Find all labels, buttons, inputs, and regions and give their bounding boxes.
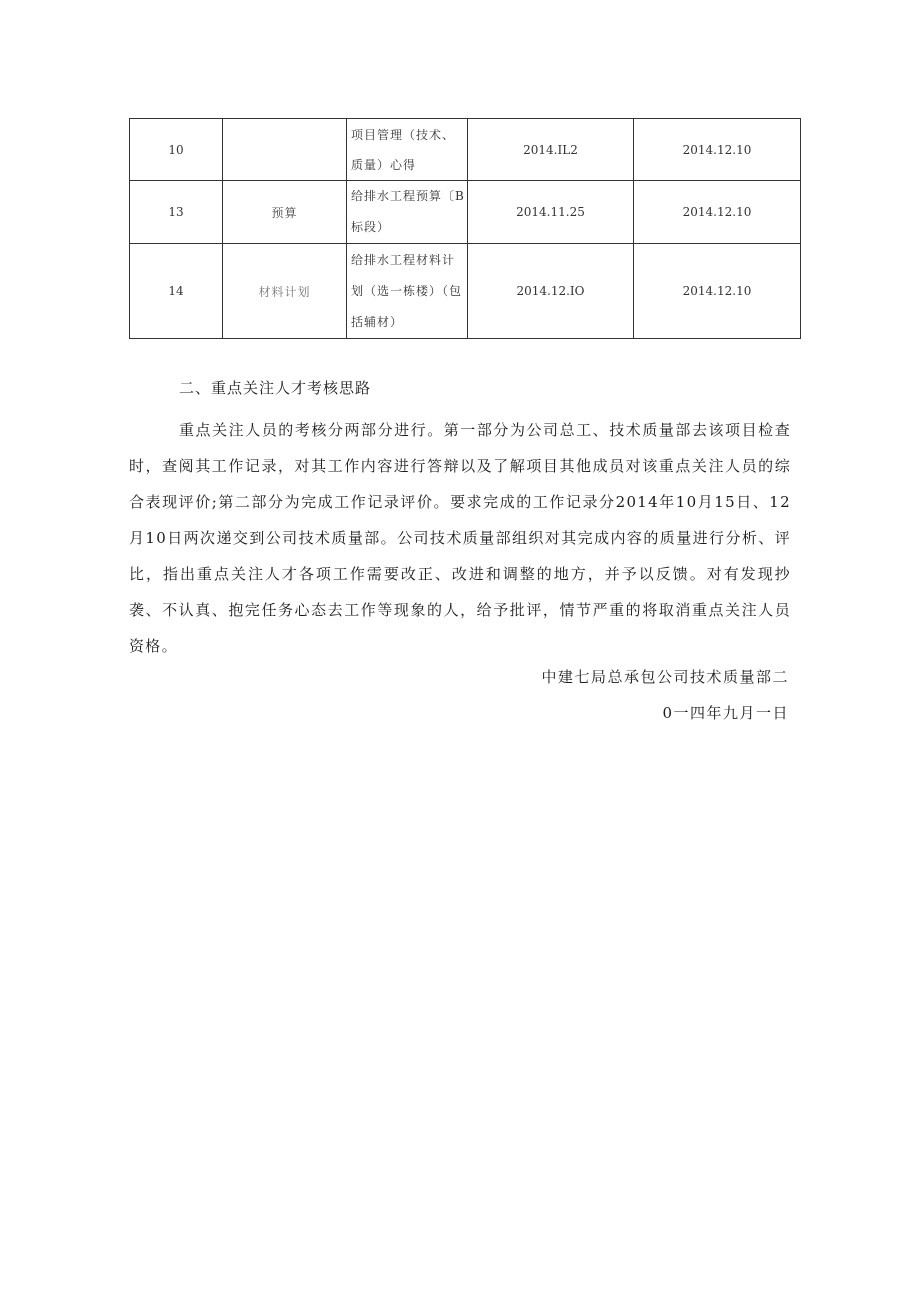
table-row [130, 181, 801, 244]
row-submit-date: 2014.11.25 [468, 181, 634, 244]
schedule-table [129, 118, 801, 339]
row-task-name: 给排水工程材料计划（选一栋楼）（包括辅材） [347, 244, 468, 339]
row-review-date: 2014.12.10 [634, 244, 801, 339]
row-submit-date: 2014.12.IO [468, 244, 634, 339]
section-heading: 二、重点关注人才考核思路 [179, 379, 372, 397]
row-category [223, 119, 347, 181]
signature-organization: 中建七局总承包公司技术质量部二 [541, 668, 789, 686]
row-task-name: 给排水工程预算〔B标段） [347, 181, 468, 244]
section-paragraph: 重点关注人员的考核分两部分进行。第一部分为公司总工、技术质量部去该项目检查时，查阅其工作记录，对其工作内容进行答辩以及了解项目其他成员对该重点关注人员的综合表现评价;第二部分为完成工作记录评价。要求完成的工作记录分2014年10月15日、12月10日两次递交到公司技术质量部。公司技术质量部组织对其完成内容的质量进行分析、评比，指出重点关注人才各项工作需要改正、改进和调整的地方，并予以反馈。对有发现抄袭、不认真、抱完任务心态去工作等现象的人，给予批评，情节严重的将取消重点关注人员资格。 [129, 421, 791, 655]
row-number: 13 [130, 181, 223, 244]
row-number: 10 [130, 119, 223, 181]
row-category: 材料计划 [223, 244, 347, 339]
row-review-date: 2014.12.10 [634, 119, 801, 181]
row-submit-date: 2014.IL2 [468, 119, 634, 181]
table-row [130, 244, 801, 339]
signature-date: 0一四年九月一日 [662, 704, 789, 722]
row-category: 预算 [223, 181, 347, 244]
row-review-date: 2014.12.10 [634, 181, 801, 244]
row-number: 14 [130, 244, 223, 339]
table-row [130, 119, 801, 181]
row-task-name: 项目管理（技术、质量）心得 [347, 119, 468, 181]
